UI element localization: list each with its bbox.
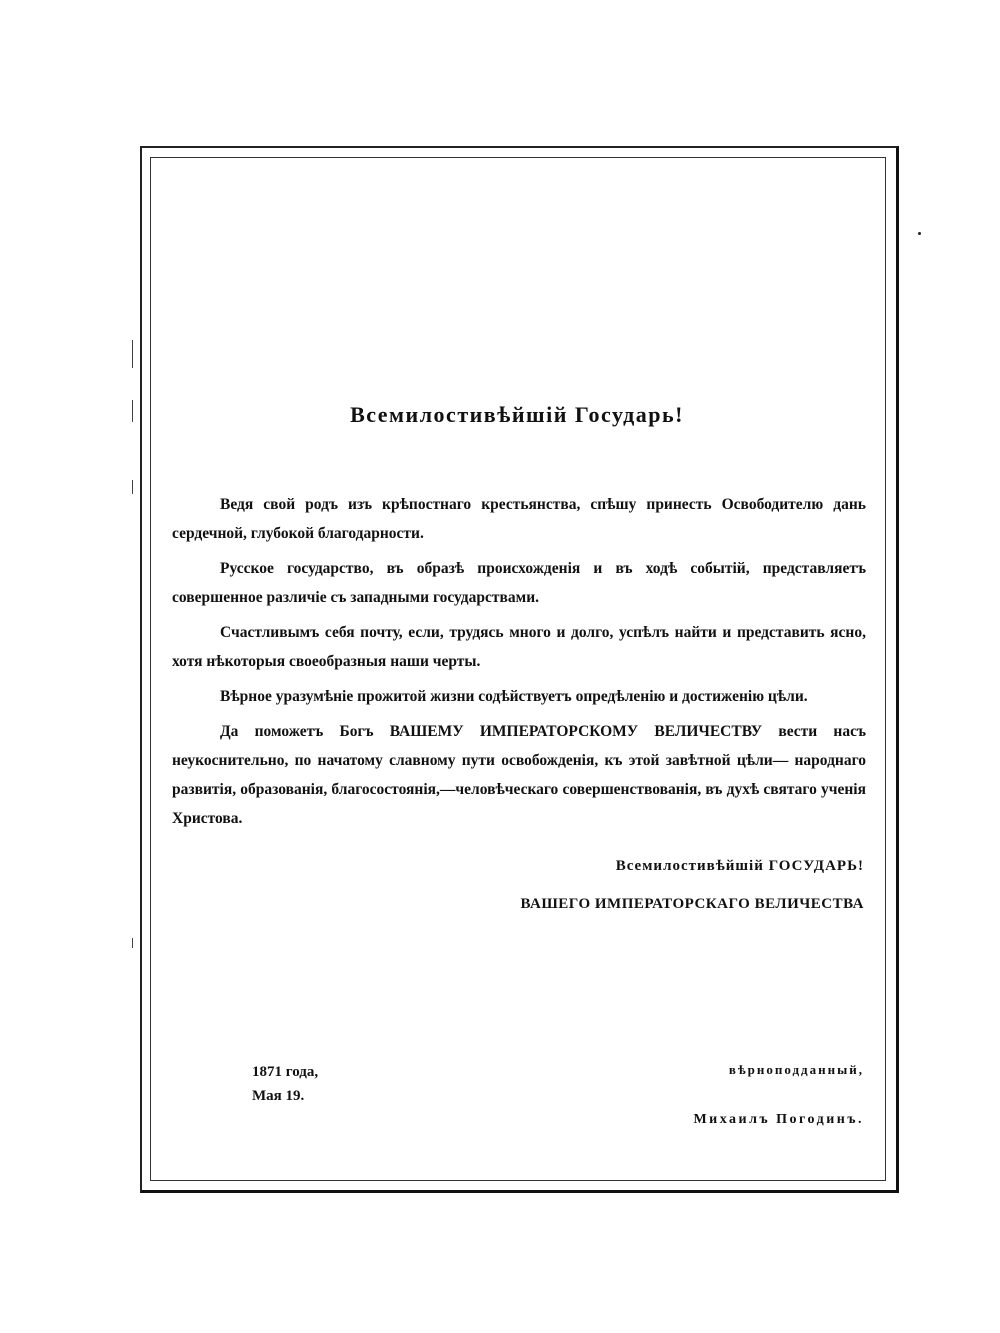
scan-artifact — [132, 340, 133, 368]
paragraph: Да поможетъ Богъ ВАШЕМУ ИМПЕРАТОРСКОМУ ВЕЛИЧЕСТВУ вести насъ неукоснительно, по начатому славному пути освобожденія, къ этой завѣтной цѣли— народнаго развитія, образованія, благосостоянія,—человѣческаго совершенствованія, въ духѣ святаго ученія Христова. — [172, 723, 866, 827]
closing-salutation: Всемилостивѣйшій ГОСУДАРЬ! — [615, 858, 864, 874]
paragraph: Ведя свой родъ изъ крѣпостнаго крестьянства, спѣшу принесть Освободителю дань сердечной, глубокой благодарности. — [172, 496, 866, 542]
scan-artifact — [132, 400, 133, 422]
closing-subject: вѣрноподданный, — [728, 1062, 864, 1077]
date-day: Мая 19. — [252, 1088, 305, 1104]
paragraph: Вѣрное уразумѣніе прожитой жизни содѣйствуетъ опредѣленію и достиженію цѣли. — [220, 688, 808, 705]
paragraph: Русское государство, въ образѣ происхожденія и въ ходѣ событій, представляетъ совершенное различіе съ западными государствами. — [172, 560, 866, 606]
scan-dot — [918, 232, 921, 235]
date-year: 1871 года, — [252, 1064, 319, 1080]
closing-majesty: ВАШЕГО ИМПЕРАТОРСКАГО ВЕЛИЧЕСТВА — [520, 896, 864, 912]
paragraph: Счастливымъ себя почту, если, трудясь много и долго, успѣлъ найти и представить ясно, хотя нѣкоторыя своеобразныя наши черты. — [172, 624, 866, 670]
scan-artifact — [132, 480, 133, 494]
scan-artifact — [132, 938, 133, 948]
author-signature: Михаилъ Погодинъ. — [693, 1112, 864, 1127]
salutation-heading: Всемилостивѣйшій Государь! — [350, 402, 684, 427]
letter-body — [172, 490, 866, 839]
